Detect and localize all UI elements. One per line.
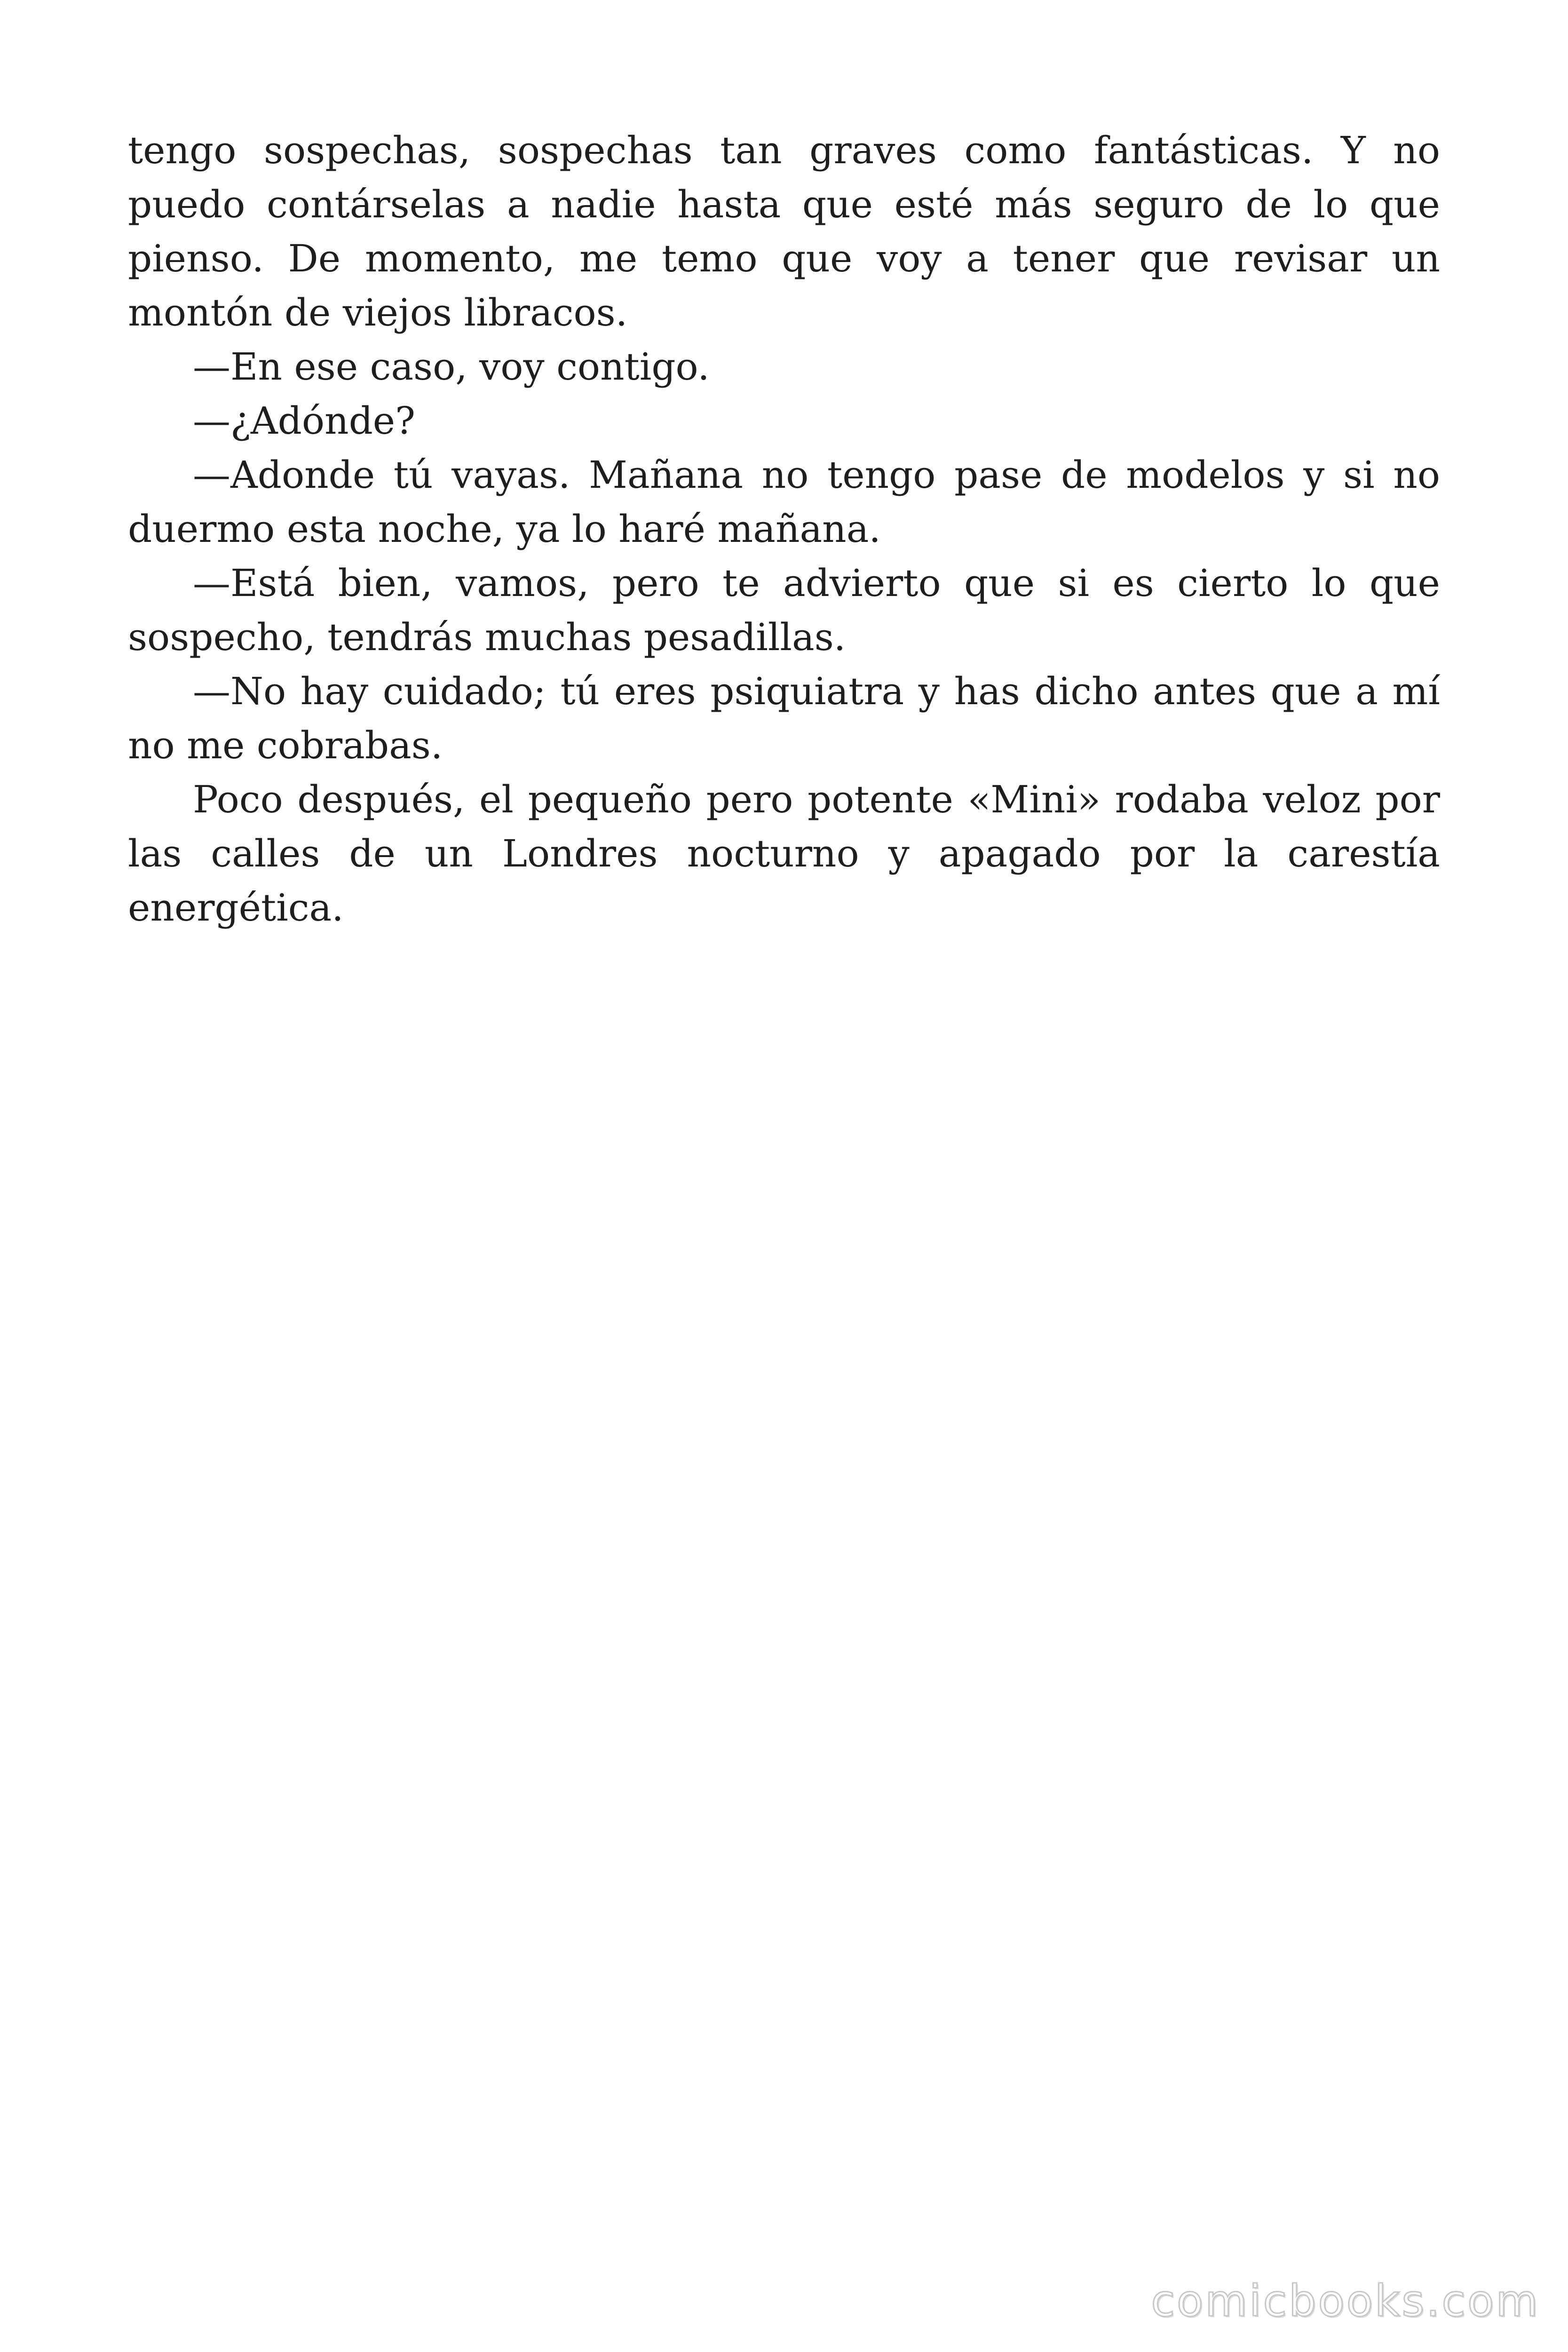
paragraph-dialogue-5: —No hay cuidado; tú eres psiquiatra y has dicho antes que a mí no me cobrabas. (128, 669, 1440, 767)
page-body-text (128, 123, 1440, 935)
paragraph-dialogue-3: —Adonde tú vayas. Mañana no tengo pase de modelos y si no duermo esta noche, ya lo haré mañana. (128, 453, 1440, 551)
paragraph-dialogue-2: —¿Adónde? (193, 399, 416, 443)
paragraph-continuation: tengo sospechas, sospechas tan graves como fantásticas. Y no puedo contárselas a nadie hasta que esté más seguro de lo que pienso. De momento, me temo que voy a tener que revisar un montón de viejos libracos. (128, 128, 1440, 334)
paragraph-narration: Poco después, el pequeño pero potente «Mini» rodaba veloz por las calles de un Londres nocturno y apagado por la carestía energética. (128, 778, 1440, 930)
watermark-logo: comicbooks.com (1151, 2276, 1540, 2326)
paragraph-dialogue-1: —En ese caso, voy contigo. (193, 345, 710, 389)
paragraph-dialogue-4: —Está bien, vamos, pero te advierto que si es cierto lo que sospecho, tendrás muchas pesadillas. (128, 561, 1440, 659)
